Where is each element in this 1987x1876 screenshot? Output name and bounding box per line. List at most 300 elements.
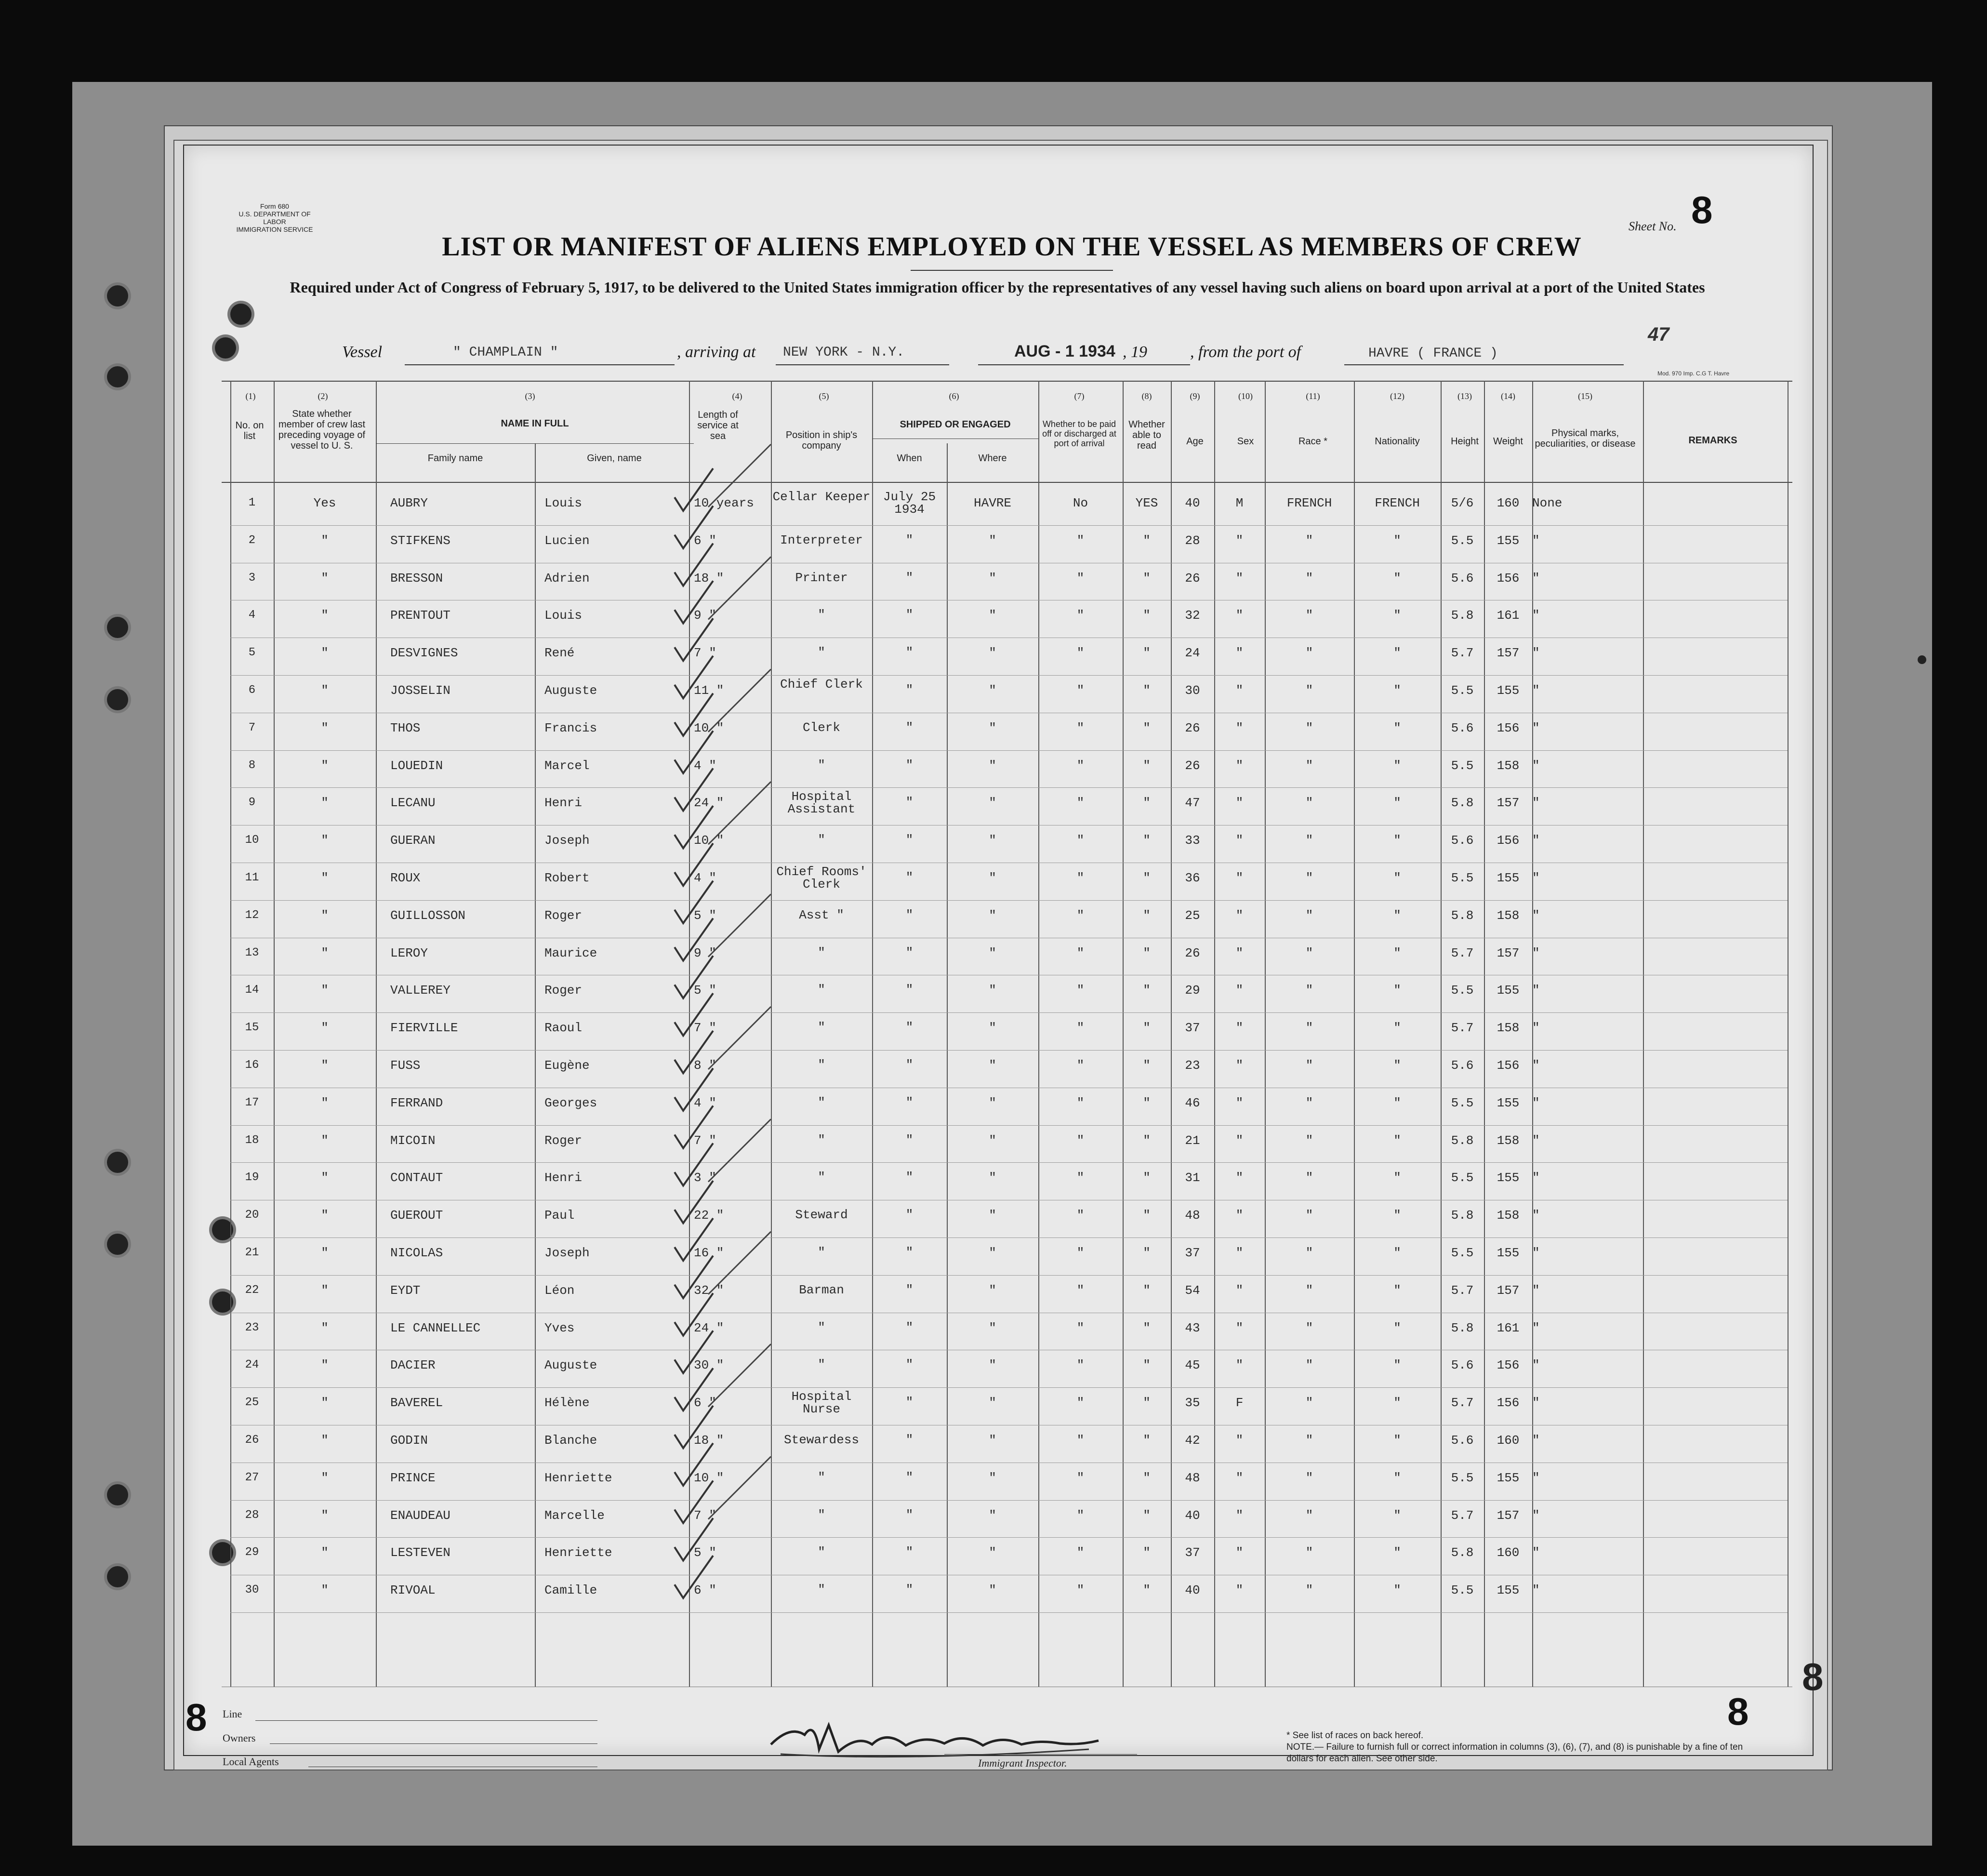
cell-service: 10 " <box>694 833 724 848</box>
cell-position: Barman <box>799 1283 844 1297</box>
cell-read: " <box>1143 1471 1151 1485</box>
cell-weight: 158 <box>1497 1133 1520 1148</box>
cell-where: " <box>989 871 996 885</box>
cell-service: 7 " <box>694 646 716 660</box>
cell-where: " <box>989 1358 996 1372</box>
col-num-12: (12) <box>1390 391 1404 401</box>
cell-family: ENAUDEAU <box>390 1508 450 1523</box>
cell-weight: 156 <box>1497 721 1520 735</box>
cell-weight: 158 <box>1497 1208 1520 1223</box>
cell-state: " <box>321 1283 329 1298</box>
cell-read: " <box>1143 1396 1151 1410</box>
cell-service: 32 " <box>694 1283 724 1298</box>
cell-service: 7 " <box>694 1508 716 1523</box>
header-remarks: REMARKS <box>1688 435 1737 446</box>
cell-given: Joseph <box>544 1246 590 1260</box>
header-shipped: SHIPPED OR ENGAGED <box>900 419 1011 430</box>
cell-given: Henriette <box>544 1471 612 1485</box>
cell-nat: " <box>1393 1321 1401 1335</box>
cell-state: " <box>321 1208 329 1223</box>
cell-nat: FRENCH <box>1375 496 1420 510</box>
cell-where: " <box>989 1171 996 1185</box>
check-mark <box>675 1556 713 1598</box>
cell-height: 5.7 <box>1451 1021 1474 1035</box>
check-mark <box>675 1443 713 1486</box>
header-sex: Sex <box>1237 436 1254 447</box>
cell-age: 25 <box>1185 908 1200 923</box>
cell-sex: " <box>1235 758 1244 773</box>
cell-position: " <box>818 1020 825 1035</box>
cell-weight: 160 <box>1497 496 1520 510</box>
cell-given: Henri <box>544 796 583 810</box>
cell-state: " <box>321 758 329 773</box>
cell-sex: " <box>1235 796 1244 810</box>
cell-family: GUEROUT <box>390 1208 443 1223</box>
check-mark <box>675 693 713 736</box>
cell-read: " <box>1143 1508 1151 1523</box>
cell-given: Marcelle <box>544 1508 605 1523</box>
cell-paid: " <box>1076 1058 1085 1073</box>
cell-service: 10 years <box>694 496 754 510</box>
cell-age: 45 <box>1185 1358 1200 1372</box>
cell-position: " <box>818 983 825 997</box>
cell-position: Hospital Assistant <box>787 789 856 816</box>
cell-height: 5.5 <box>1451 1471 1474 1485</box>
cell-state: " <box>321 1246 329 1260</box>
cell-when: " <box>905 908 914 922</box>
cell-when: " <box>905 1283 914 1297</box>
header-weight: Weight <box>1493 436 1523 447</box>
cell-when: " <box>905 870 914 885</box>
cell-age: 28 <box>1185 533 1200 548</box>
cell-age: 37 <box>1185 1246 1200 1260</box>
pencil-stroke <box>708 1232 771 1294</box>
cell-height: 5.5 <box>1451 533 1474 548</box>
cell-family: GODIN <box>390 1433 428 1448</box>
cell-position: " <box>818 1545 825 1559</box>
cell-given: Louis <box>544 496 583 510</box>
cell-when: " <box>905 945 914 960</box>
cell-state: " <box>321 721 329 735</box>
cell-sex: " <box>1235 1208 1244 1223</box>
cell-service: 4 " <box>694 871 716 885</box>
cell-position: " <box>818 945 825 960</box>
cell-age: 31 <box>1185 1171 1200 1185</box>
cell-read: " <box>1143 646 1151 660</box>
cell-nat: " <box>1393 608 1401 623</box>
cell-weight: 157 <box>1497 946 1520 960</box>
check-mark <box>675 1256 713 1298</box>
cell-when: " <box>905 1508 914 1522</box>
cell-when: " <box>905 1583 914 1597</box>
cell-race: " <box>1305 1058 1313 1073</box>
cell-position: Clerk <box>802 720 840 735</box>
cell-age: 40 <box>1185 496 1200 510</box>
cell-where: HAVRE <box>973 496 1011 510</box>
cell-phys: " <box>1532 758 1540 773</box>
col-num-1: (1) <box>245 391 256 401</box>
cell-position: " <box>818 758 825 772</box>
cell-given: Roger <box>544 983 583 998</box>
cell-where: " <box>989 983 996 998</box>
cell-weight: 155 <box>1497 533 1520 548</box>
cell-when: " <box>905 1395 914 1410</box>
cell-phys: " <box>1532 1021 1540 1035</box>
pencil-stroke <box>708 1344 771 1407</box>
cell-age: 43 <box>1185 1321 1200 1335</box>
cell-service: 5 " <box>694 983 716 998</box>
cell-read: " <box>1143 758 1151 773</box>
cell-sex: " <box>1235 983 1244 998</box>
cell-when: " <box>905 1020 914 1035</box>
cell-weight: 158 <box>1497 758 1520 773</box>
page-title: LIST OR MANIFEST OF ALIENS EMPLOYED ON THE VESSEL AS MEMBERS OF CREW <box>442 232 1582 262</box>
cell-phys: " <box>1532 683 1540 698</box>
cell-height: 5.8 <box>1451 908 1474 923</box>
arrival-port: NEW YORK - N.Y. <box>783 345 905 360</box>
cell-weight: 155 <box>1497 1171 1520 1185</box>
header-family-name: Family name <box>427 453 483 464</box>
cell-family: MICOIN <box>390 1133 436 1148</box>
cell-position: " <box>818 1583 825 1597</box>
cell-sex: " <box>1235 908 1244 923</box>
cell-service: 5 " <box>694 908 716 923</box>
cell-position: Interpreter <box>780 533 863 547</box>
cell-service: 6 " <box>694 1583 716 1597</box>
cell-phys: " <box>1532 983 1540 998</box>
check-mark <box>675 1518 713 1560</box>
cell-state: Yes <box>313 496 336 510</box>
cell-weight: 155 <box>1497 983 1520 998</box>
cell-paid: " <box>1076 571 1085 585</box>
departure-port: HAVRE ( FRANCE ) <box>1368 346 1498 361</box>
cell-service: 4 " <box>694 758 716 773</box>
cell-sex: " <box>1235 571 1244 585</box>
cell-sex: " <box>1235 1021 1244 1035</box>
cell-state: " <box>321 833 329 848</box>
cell-race: " <box>1305 1246 1313 1260</box>
cell-where: " <box>989 1096 996 1110</box>
cell-no: 17 <box>245 1096 259 1109</box>
check-mark <box>675 918 713 961</box>
cell-nat: " <box>1393 1545 1401 1560</box>
cell-given: Marcel <box>544 758 590 773</box>
cell-family: NICOLAS <box>390 1246 443 1260</box>
cell-state: " <box>321 1171 329 1185</box>
cell-race: " <box>1305 1508 1313 1523</box>
cell-when: " <box>905 833 914 847</box>
cell-paid: " <box>1076 758 1085 773</box>
cell-phys: " <box>1532 646 1540 660</box>
cell-service: 6 " <box>694 533 716 548</box>
cell-height: 5.7 <box>1451 1508 1474 1523</box>
cell-nat: " <box>1393 1058 1401 1073</box>
check-mark <box>675 1068 713 1111</box>
cell-phys: " <box>1532 1396 1540 1410</box>
cell-no: 16 <box>245 1059 259 1072</box>
cell-sex: " <box>1235 1508 1244 1523</box>
cell-state: " <box>321 871 329 885</box>
cell-phys: " <box>1532 1471 1540 1485</box>
cell-nat: " <box>1393 1021 1401 1035</box>
cell-weight: 155 <box>1497 1471 1520 1485</box>
cell-age: 29 <box>1185 983 1200 998</box>
cell-position: " <box>818 1508 825 1522</box>
cell-nat: " <box>1393 1246 1401 1260</box>
year-label: , 19 <box>1123 343 1147 361</box>
cell-nat: " <box>1393 983 1401 998</box>
cell-when: " <box>905 1320 914 1335</box>
cell-nat: " <box>1393 1396 1401 1410</box>
cell-state: " <box>321 1321 329 1335</box>
page-subtitle: Required under Act of Congress of February 5, 1917, to be delivered to the United States immigration officer by the representatives of any vessel having such aliens on board upon arrival at a port of the United States <box>290 279 1705 296</box>
cell-given: Yves <box>544 1321 575 1335</box>
cell-age: 47 <box>1185 796 1200 810</box>
footer-edge-number: 8 <box>1802 1655 1824 1698</box>
cell-paid: " <box>1076 1396 1085 1410</box>
col-num-9: (9) <box>1190 391 1200 401</box>
cell-weight: 157 <box>1497 1508 1520 1523</box>
cell-when: " <box>905 720 914 735</box>
service-name: IMMIGRATION SERVICE <box>236 226 313 233</box>
cell-race: " <box>1305 721 1313 735</box>
col-num-6: (6) <box>949 391 959 401</box>
vessel-label: Vessel <box>342 343 383 361</box>
cell-age: 26 <box>1185 721 1200 735</box>
cell-read: " <box>1143 608 1151 623</box>
cell-height: 5.5 <box>1451 1583 1474 1597</box>
cell-family: BAVEREL <box>390 1396 443 1410</box>
cell-no: 20 <box>245 1209 259 1222</box>
cell-race: " <box>1305 1321 1313 1335</box>
cell-state: " <box>321 983 329 998</box>
header-able-read: Whether able to read <box>1128 419 1165 451</box>
cell-where: " <box>989 571 996 585</box>
form-number: Form 680 <box>260 202 289 210</box>
cell-where: " <box>989 1021 996 1035</box>
cell-given: Roger <box>544 1133 583 1148</box>
header-length-service: Length of service at sea <box>697 410 739 441</box>
cell-family: STIFKENS <box>390 533 450 548</box>
cell-where: " <box>989 608 996 623</box>
cell-given: Louis <box>544 608 583 623</box>
cell-nat: " <box>1393 646 1401 660</box>
cell-given: Henri <box>544 1171 583 1185</box>
footer-right-number: 8 <box>1727 1690 1749 1733</box>
cell-paid: " <box>1076 1171 1085 1185</box>
cell-phys: " <box>1532 1321 1540 1335</box>
cell-where: " <box>989 1133 996 1148</box>
cell-no: 4 <box>248 609 256 622</box>
cell-read: " <box>1143 796 1151 810</box>
cell-where: " <box>989 1396 996 1410</box>
cell-where: " <box>989 721 996 735</box>
cell-age: 35 <box>1185 1396 1200 1410</box>
cell-position: " <box>818 1320 825 1335</box>
cell-where: " <box>989 1283 996 1298</box>
cell-given: Robert <box>544 871 590 885</box>
cell-state: " <box>321 1433 329 1448</box>
cell-nat: " <box>1393 796 1401 810</box>
cell-weight: 156 <box>1497 571 1520 585</box>
cell-family: EYDT <box>390 1283 421 1298</box>
cell-no: 3 <box>248 572 256 585</box>
cell-nat: " <box>1393 1283 1401 1298</box>
cell-height: 5.8 <box>1451 1133 1474 1148</box>
cell-phys: " <box>1532 1545 1540 1560</box>
header-no-on-list: No. on list <box>235 420 264 441</box>
col-num-2: (2) <box>318 391 328 401</box>
cell-when: " <box>905 683 914 697</box>
cell-service: 5 " <box>694 1545 716 1560</box>
cell-height: 5.8 <box>1451 608 1474 623</box>
cell-no: 26 <box>245 1434 259 1447</box>
cell-read: " <box>1143 1058 1151 1073</box>
cell-when: " <box>905 645 914 660</box>
cell-no: 27 <box>245 1471 259 1484</box>
cell-nat: " <box>1393 1133 1401 1148</box>
cell-read: " <box>1143 946 1151 960</box>
cell-no: 15 <box>245 1021 259 1034</box>
cell-paid: " <box>1076 533 1085 548</box>
check-mark <box>675 506 713 548</box>
cell-phys: " <box>1532 1058 1540 1073</box>
col-num-11: (11) <box>1306 391 1320 401</box>
cell-phys: None <box>1532 496 1563 510</box>
cell-when: " <box>905 608 914 622</box>
cell-state: " <box>321 1358 329 1372</box>
cell-no: 11 <box>245 871 259 884</box>
cell-where: " <box>989 1433 996 1448</box>
cell-paid: " <box>1076 833 1085 848</box>
cell-family: GUILLOSSON <box>390 908 466 923</box>
cell-paid: " <box>1076 608 1085 623</box>
cell-where: " <box>989 1471 996 1485</box>
port-label: , from the port of <box>1190 343 1301 361</box>
cell-family: THOS <box>390 721 421 735</box>
cell-no: 29 <box>245 1546 259 1559</box>
cell-height: 5.5 <box>1451 983 1474 998</box>
pencil-stroke <box>708 894 771 957</box>
inspector-underline <box>944 1754 1137 1755</box>
check-mark <box>675 1330 713 1373</box>
cell-when: " <box>905 1433 914 1447</box>
cell-phys: " <box>1532 1096 1540 1110</box>
cell-sex: " <box>1235 721 1244 735</box>
check-mark <box>675 768 713 811</box>
cell-race: " <box>1305 1396 1313 1410</box>
cell-race: " <box>1305 1283 1313 1298</box>
cell-when: " <box>905 795 914 810</box>
cell-no: 8 <box>248 759 256 772</box>
cell-phys: " <box>1532 533 1540 548</box>
cell-when: " <box>905 1357 914 1372</box>
cell-state: " <box>321 946 329 960</box>
cell-height: 5.5 <box>1451 871 1474 885</box>
cell-weight: 155 <box>1497 683 1520 698</box>
cell-given: Eugène <box>544 1058 590 1073</box>
cell-family: GUERAN <box>390 833 436 848</box>
cell-no: 12 <box>245 909 259 922</box>
header-height: Height <box>1451 436 1479 447</box>
header-where: Where <box>978 453 1007 464</box>
cell-race: " <box>1305 908 1313 923</box>
cell-phys: " <box>1532 1508 1540 1523</box>
cell-when: " <box>905 758 914 772</box>
cell-where: " <box>989 833 996 848</box>
cell-given: Auguste <box>544 1358 597 1372</box>
cell-given: René <box>544 646 575 660</box>
cell-sex: " <box>1235 1545 1244 1560</box>
header-nationality: Nationality <box>1375 436 1420 447</box>
cell-age: 33 <box>1185 833 1200 848</box>
cell-no: 14 <box>245 984 259 997</box>
cell-phys: " <box>1532 1171 1540 1185</box>
cell-when: " <box>905 1133 914 1147</box>
cell-phys: " <box>1532 1433 1540 1448</box>
col-num-8: (8) <box>1141 391 1152 401</box>
cell-position: Stewardess <box>783 1433 860 1447</box>
cell-family: PRINCE <box>390 1471 436 1485</box>
col-num-5: (5) <box>819 391 829 401</box>
check-mark <box>675 618 713 661</box>
cell-phys: " <box>1532 1208 1540 1223</box>
cell-paid: " <box>1076 796 1085 810</box>
cell-read: " <box>1143 871 1151 885</box>
cell-age: 21 <box>1185 1133 1200 1148</box>
cell-where: " <box>989 1583 996 1597</box>
cell-nat: " <box>1393 683 1401 698</box>
cell-race: " <box>1305 646 1313 660</box>
cell-paid: No <box>1073 496 1088 510</box>
cell-sex: " <box>1235 1096 1244 1110</box>
cell-position: " <box>818 1470 825 1485</box>
cell-position: Chief Clerk <box>780 677 863 692</box>
cell-position: " <box>818 1095 825 1110</box>
cell-sex: " <box>1235 683 1244 698</box>
cell-state: " <box>321 1133 329 1148</box>
arrival-date-stamp: AUG - 1 1934 <box>1014 342 1115 360</box>
cell-nat: " <box>1393 946 1401 960</box>
cell-phys: " <box>1532 1246 1540 1260</box>
cell-phys: " <box>1532 1358 1540 1372</box>
cell-race: " <box>1305 1208 1313 1223</box>
check-mark <box>675 993 713 1036</box>
cell-when: " <box>905 1470 914 1485</box>
cell-position: " <box>818 608 825 622</box>
check-mark <box>675 881 713 923</box>
check-mark <box>675 544 713 586</box>
cell-nat: " <box>1393 1433 1401 1448</box>
cell-height: 5.7 <box>1451 1283 1474 1298</box>
cell-where: " <box>989 908 996 923</box>
cell-when: " <box>905 533 914 547</box>
cell-where: " <box>989 533 996 548</box>
cell-service: 7 " <box>694 1021 716 1035</box>
cell-weight: 158 <box>1497 1021 1520 1035</box>
cell-height: 5.6 <box>1451 833 1474 848</box>
cell-paid: " <box>1076 946 1085 960</box>
cell-where: " <box>989 646 996 660</box>
cell-family: AUBRY <box>390 496 428 510</box>
cell-position: " <box>818 1170 825 1184</box>
cell-weight: 160 <box>1497 1433 1520 1448</box>
cell-height: 5.5 <box>1451 683 1474 698</box>
cell-height: 5.6 <box>1451 721 1474 735</box>
cell-sex: " <box>1235 1321 1244 1335</box>
cell-no: 18 <box>245 1134 259 1147</box>
cell-position: Cellar Keeper <box>772 490 871 504</box>
